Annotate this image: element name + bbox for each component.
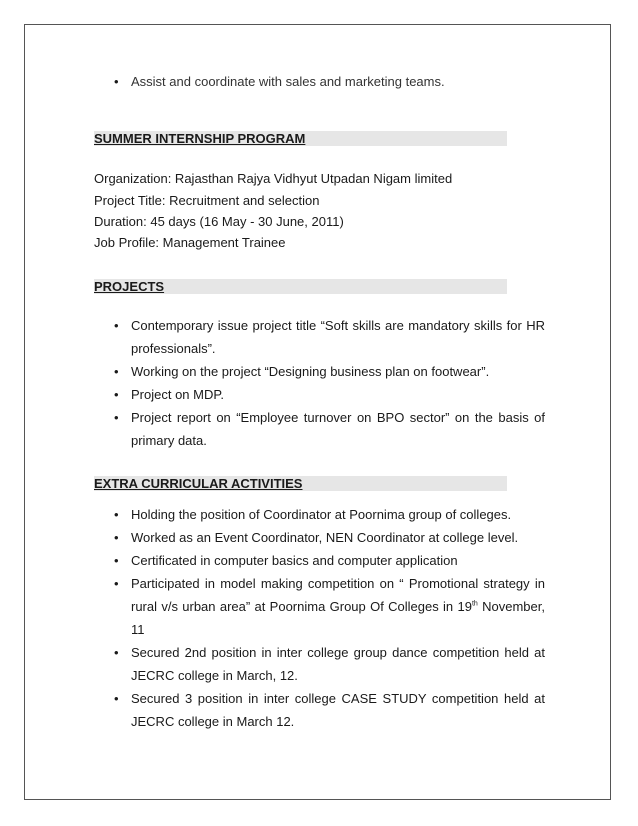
bullet-icon: • [114, 387, 119, 402]
list-item-text: Secured 2nd position in inter college group dance competition held at JECRC college in March, 12. [131, 645, 545, 683]
bullet-icon: • [114, 691, 119, 706]
list-item [94, 70, 545, 93]
list-item [94, 503, 545, 526]
list-item-text: Worked as an Event Coordinator, NEN Coordinator at college level. [131, 530, 519, 545]
internship-job-profile: Job Profile: Management Trainee [94, 235, 286, 250]
list-item [94, 360, 545, 383]
list-item [94, 526, 545, 549]
list-item-text: Project on MDP. [131, 387, 224, 402]
list-item-text: Holding the position of Coordinator at Poornima group of colleges. [131, 507, 512, 522]
section-heading-projects [94, 279, 507, 294]
section-heading-text: PROJECTS [94, 279, 165, 294]
bullet-icon: • [114, 553, 119, 568]
bullet-icon: • [114, 530, 119, 545]
extra-curricular-list [94, 503, 545, 733]
section-heading-extra-curricular [94, 476, 507, 491]
internship-organization: Organization: Rajasthan Rajya Vidhyut Utpadan Nigam limited [94, 171, 453, 186]
list-item-text: Secured 3 position in inter college CASE STUDY competition held at JECRC college in March 12. [131, 691, 545, 729]
internship-project-title: Project Title: Recruitment and selection [94, 193, 320, 208]
list-item-text: Contemporary issue project title “Soft skills are mandatory skills for HR professionals”. [131, 318, 545, 356]
list-item [94, 314, 545, 360]
bullet-icon: • [114, 74, 119, 89]
list-item [94, 641, 545, 687]
bullet-icon: • [114, 645, 119, 660]
list-item [94, 549, 545, 572]
list-item [94, 383, 545, 406]
list-item [94, 572, 545, 641]
bullet-icon: • [114, 318, 119, 333]
section-heading-internship [94, 131, 507, 146]
list-item [94, 406, 545, 452]
ordinal-suffix: th [471, 600, 478, 608]
list-item-text [131, 576, 545, 637]
list-item-text: Project report on “Employee turnover on BPO sector” on the basis of primary data. [131, 410, 545, 448]
bullet-icon: • [114, 507, 119, 522]
list-item-text: Certificated in computer basics and computer application [131, 553, 458, 568]
participated-text-after: November, 11 [131, 599, 545, 637]
projects-list [94, 314, 545, 452]
list-item [94, 687, 545, 733]
list-item-text: Working on the project “Designing business plan on footwear”. [131, 364, 490, 379]
section-heading-text: SUMMER INTERNSHIP PROGRAM [94, 131, 306, 146]
top-bullet-list [94, 70, 545, 93]
section-heading-text: EXTRA CURRICULAR ACTIVITIES [94, 476, 303, 491]
bullet-icon: • [114, 410, 119, 425]
bullet-icon: • [114, 364, 119, 379]
participated-text-before: Participated in model making competition on “ Promotional strategy in rural v/s urban area” at Poornima Group Of Colleges in 19 [131, 576, 545, 614]
bullet-icon: • [114, 576, 119, 591]
internship-duration: Duration: 45 days (16 May - 30 June, 2011) [94, 214, 344, 229]
list-item-text: Assist and coordinate with sales and marketing teams. [131, 74, 445, 89]
